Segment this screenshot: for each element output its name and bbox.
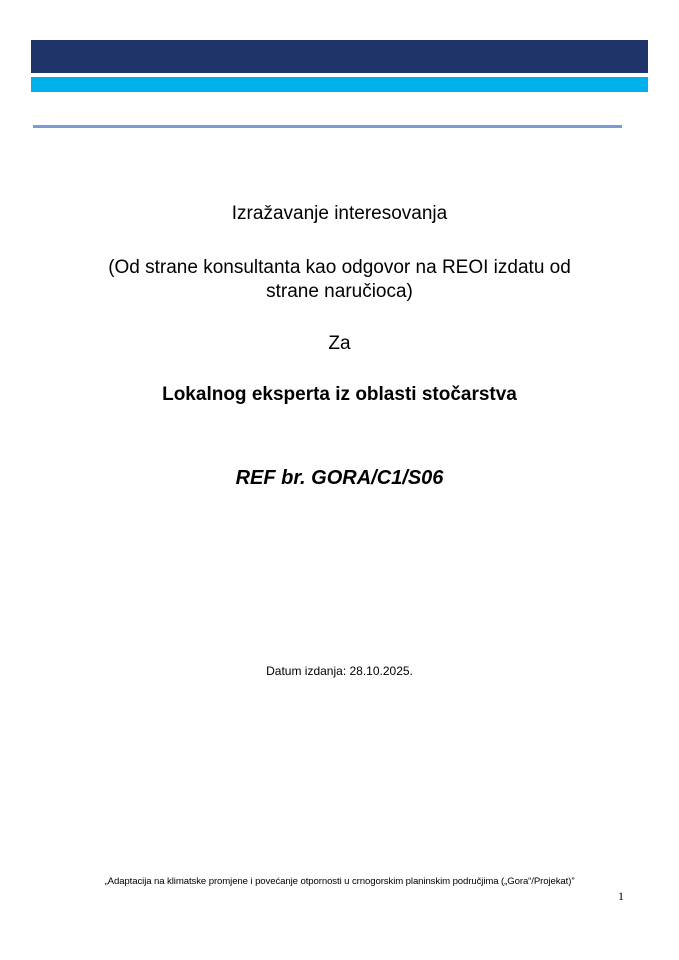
position-title: Lokalnog eksperta iz oblasti stočarstva (162, 384, 517, 405)
subheading-line-2: strane naručioca) (266, 281, 413, 302)
page-number: 1 (618, 889, 624, 903)
issue-date: Datum izdanja: 28.10.2025. (266, 664, 413, 678)
footer-project-name: „Adaptacija na klimatske promjene i povećanje otpornosti u crnogorskim planinskim područjima („Gora“/Projekat)” (104, 876, 575, 887)
for-label: Za (328, 333, 351, 354)
subheading-line-1: (Od strane konsultanta kao odgovor na REOI izdatu od (108, 257, 571, 278)
header-band-navy (31, 40, 648, 73)
document-heading: Izražavanje interesovanja (231, 203, 448, 224)
header-band-cyan (31, 77, 648, 92)
document-subheading (0, 256, 679, 304)
reference-number: REF br. GORA/C1/S06 (235, 467, 444, 489)
header-rule (33, 125, 622, 128)
